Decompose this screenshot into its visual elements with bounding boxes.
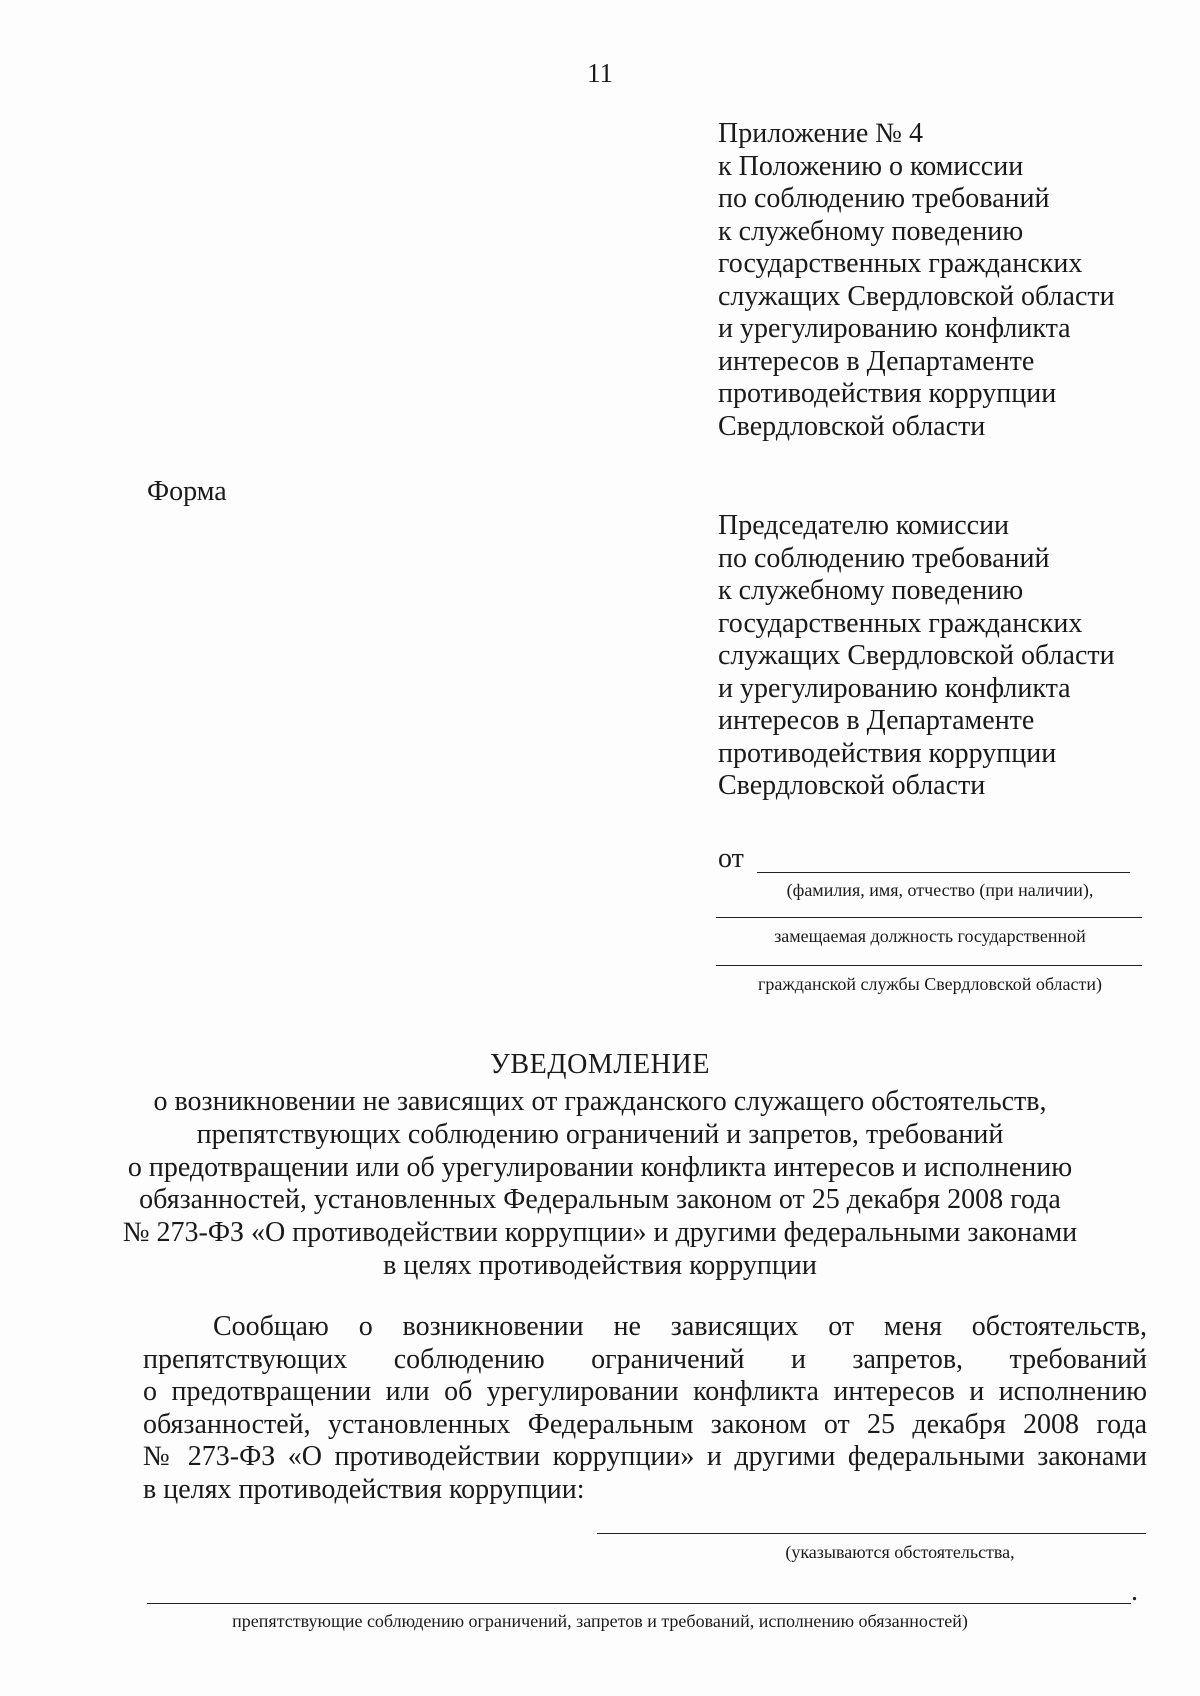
addressee-line: по соблюдению требований [718, 542, 1050, 574]
sender-position-caption: замещаемая должность государственной [774, 926, 1086, 946]
circumstances-field-continued[interactable] [147, 1603, 1131, 1604]
appendix-line: служащих Свердловской области [718, 280, 1115, 312]
addressee-line: Свердловской области [718, 770, 986, 801]
addressee-line: и урегулированию конфликта [718, 672, 1071, 704]
addressee-line: служащих Свердловской области [718, 640, 1115, 671]
sender-service-caption: гражданской службы Свердловской области) [757, 974, 1103, 994]
appendix-header [718, 118, 1115, 443]
appendix-line: и урегулированию конфликта [718, 313, 1071, 344]
body-line: в целях противодействия коррупции: [143, 1473, 585, 1505]
body-line: Сообщаю о возникновении не зависящих от меня обстоятельств, [213, 1311, 1147, 1342]
subtitle-line: препятствующих соблюдению ограничений и запретов, требований [196, 1118, 1004, 1150]
notice-subtitle [0, 1086, 1200, 1283]
body-line: о предотвращении или об урегулировании конфликта интересов и исполнению [143, 1376, 1147, 1407]
body-line: № 273-ФЗ «О противодействии коррупции» и другими федеральными законами [143, 1441, 1147, 1472]
addressee-line: государственных гражданских [718, 607, 1083, 639]
subtitle-line: обязанностей, установленных Федеральным законом от 25 декабря 2008 года [139, 1184, 1061, 1216]
addressee-line: интересов в Департаменте [718, 705, 1035, 736]
end-period: . [1131, 1576, 1138, 1607]
notice-body [143, 1311, 1147, 1506]
sender-name-field[interactable] [757, 872, 1130, 873]
from-label: от [718, 843, 744, 874]
addressee-line: к служебному поведению [718, 575, 1024, 606]
appendix-line: к служебному поведению [718, 215, 1024, 247]
notice-title: УВЕДОМЛЕНИЕ [489, 1049, 711, 1080]
form-label: Форма [147, 476, 227, 507]
circumstances-caption-continued: препятствующие соблюдению ограничений, запретов и требований, исполнению обязанностей) [232, 1611, 968, 1631]
appendix-line: интересов в Департаменте [718, 345, 1035, 377]
subtitle-line: о возникновении не зависящих от гражданского служащего обстоятельств, [153, 1086, 1047, 1117]
subtitle-line: № 273-ФЗ «О противодействии коррупции» и другими федеральными законами [122, 1217, 1078, 1249]
appendix-line: противодействия коррупции [718, 378, 1057, 409]
page-number: 11 [587, 58, 613, 88]
addressee-line: Председателю комиссии [718, 510, 1010, 541]
appendix-line: Свердловской области [718, 410, 986, 442]
circumstances-caption: (указываются обстоятельства, [785, 1542, 1015, 1562]
appendix-line: Приложение № 4 [718, 118, 923, 149]
addressee-line: противодействия коррупции [718, 737, 1057, 769]
body-line: препятствующих соблюдению ограничений и запретов, требований [143, 1343, 1147, 1375]
addressee-block [718, 510, 1115, 803]
subtitle-line: в целях противодействия коррупции [383, 1249, 817, 1281]
body-line: обязанностей, установленных Федеральным законом от 25 декабря 2008 года [143, 1408, 1147, 1440]
appendix-line: к Положению о комиссии [718, 150, 1024, 182]
circumstances-field[interactable] [597, 1533, 1146, 1534]
appendix-line: государственных гражданских [718, 248, 1083, 279]
appendix-line: по соблюдению требований [718, 183, 1050, 214]
sender-service-field[interactable] [716, 965, 1142, 966]
subtitle-line: о предотвращении или об урегулировании конфликта интересов и исполнению [127, 1151, 1073, 1183]
sender-position-field[interactable] [716, 917, 1142, 918]
sender-name-caption: (фамилия, имя, отчество (при наличии), [786, 880, 1094, 900]
